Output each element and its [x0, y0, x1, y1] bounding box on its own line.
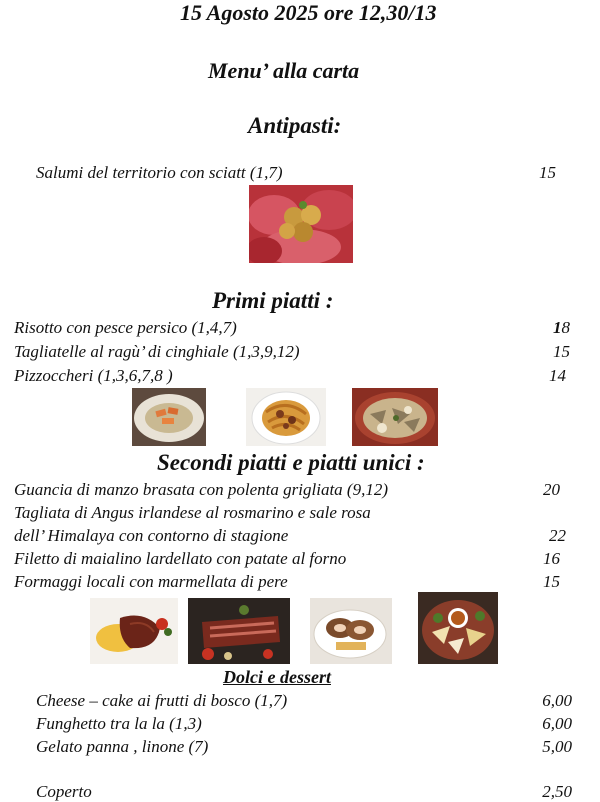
dolci-item-3: Gelato panna , linone (7) [36, 737, 209, 756]
secondi-item-5: Formaggi locali con marmellata di pere [14, 572, 288, 591]
primi-heading: Primi piatti : [212, 288, 334, 313]
primi-item-1-price-lead: 1 [553, 318, 562, 337]
secondi-item-3: dell’ Himalaya con contorno di stagione [14, 526, 289, 545]
filetto-photo [310, 598, 392, 664]
tagliatelle-photo [246, 388, 326, 446]
dolci-heading: Dolci e dessert [223, 667, 331, 687]
risotto-photo [132, 388, 206, 446]
salumi-photo [249, 185, 353, 263]
formaggi-photo [418, 592, 498, 664]
primi-item-1-price-rest: 8 [561, 318, 570, 337]
dolci-item-2-price: 6,00 [542, 714, 572, 733]
pizzoccheri-photo [352, 388, 438, 446]
secondi-heading: Secondi piatti e piatti unici : [157, 450, 425, 475]
primi-item-1-price [530, 318, 570, 338]
secondi-item-4-price: 16 [543, 549, 560, 568]
date-line: 15 Agosto 2025 ore 12,30/13 [180, 0, 437, 25]
dolci-item-2: Funghetto tra la la (1,3) [36, 714, 202, 733]
dolci-item-3-price: 5,00 [542, 737, 572, 756]
antipasti-item-1: Salumi del territorio con sciatt (1,7) [36, 163, 283, 182]
secondi-item-1: Guancia di manzo brasata con polenta grigliata (9,12) [14, 480, 388, 499]
antipasti-item-1-price: 15 [539, 163, 556, 182]
primi-item-1: Risotto con pesce persico (1,4,7) [14, 318, 237, 337]
coperto-price: 2,50 [542, 782, 572, 801]
antipasti-heading: Antipasti: [248, 113, 342, 138]
secondi-item-1-price: 20 [543, 480, 560, 499]
tagliata-photo [188, 598, 290, 664]
primi-item-2-price: 15 [553, 342, 570, 361]
coperto-label: Coperto [36, 782, 92, 801]
primi-item-2: Tagliatelle al ragù’ di cinghiale (1,3,9,12) [14, 342, 300, 361]
secondi-item-4: Filetto di maialino lardellato con patate al forno [14, 549, 347, 568]
secondi-item-3-price: 22 [549, 526, 566, 545]
dolci-item-1: Cheese – cake ai frutti di bosco (1,7) [36, 691, 288, 710]
dolci-item-1-price: 6,00 [542, 691, 572, 710]
primi-item-3-price: 14 [549, 366, 566, 385]
guancia-photo [90, 598, 178, 664]
primi-item-3: Pizzoccheri (1,3,6,7,8 ) [14, 366, 173, 385]
secondi-item-5-price: 15 [543, 572, 560, 591]
secondi-item-2: Tagliata di Angus irlandese al rosmarino e sale rosa [14, 503, 371, 522]
menu-title: Menu’ alla carta [208, 58, 360, 83]
